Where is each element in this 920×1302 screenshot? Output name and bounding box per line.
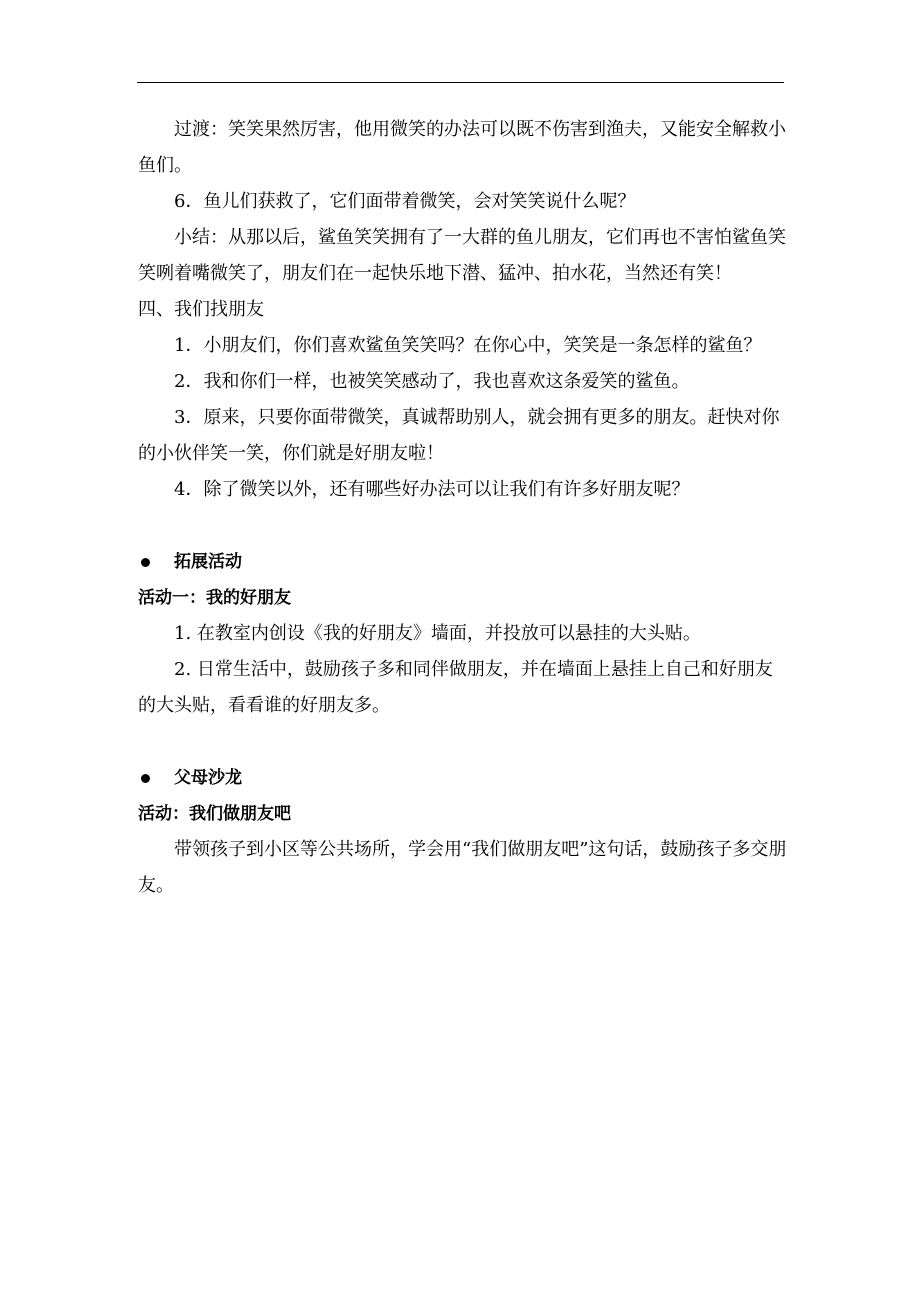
list-item-2: 2．我和你们一样，也被笑笑感动了，我也喜欢这条爱笑的鲨鱼。 (174, 371, 690, 392)
parents-heading-text: 父母沙龙 (174, 768, 242, 788)
blank-line (138, 508, 788, 544)
list-item-1: 1．小朋友们，你们喜欢鲨鱼笑笑吗？在你心中，笑笑是一条怎样的鲨鱼？ (174, 335, 762, 356)
document-body (138, 112, 788, 904)
header-rule (137, 82, 784, 83)
bullet-icon (141, 774, 150, 783)
parents-body: 带领孩子到小区等公共场所，学会用“我们做朋友吧”这句话，鼓励孩子多交朋友。 (138, 839, 787, 896)
parents-heading (138, 760, 788, 796)
extension-step-1: 1. 在教室内创设《我的好朋友》墙面，并投放可以悬挂的大头贴。 (174, 623, 701, 644)
extension-heading-text: 拓展活动 (174, 552, 242, 572)
list-item-3: 3．原来，只要你面带微笑，真诚帮助别人，就会拥有更多的朋友。赶快对你的小伙伴笑一笑，你们就是好朋友啦！ (138, 407, 780, 464)
summary-paragraph: 小结：从那以后，鲨鱼笑笑拥有了一大群的鱼儿朋友，它们再也不害怕鲨鱼笑笑咧着嘴微笑了，朋友们在一起快乐地下潜、猛冲、拍水花，当然还有笑！ (138, 227, 786, 284)
bullet-icon (141, 558, 150, 567)
parents-activity-title: 活动：我们做朋友吧 (138, 804, 291, 824)
extension-activity-title: 活动一：我的好朋友 (138, 588, 291, 608)
list-item-4: 4．除了微笑以外，还有哪些好办法可以让我们有许多好朋友呢？ (174, 479, 690, 500)
extension-step-2: 2. 日常生活中，鼓励孩子多和同伴做朋友，并在墙面上悬挂上自己和好朋友的大头贴，看看谁的好朋友多。 (138, 659, 773, 716)
question-6: 6．鱼儿们获救了，它们面带着微笑，会对笑笑说什么呢？ (174, 191, 636, 212)
extension-heading (138, 544, 788, 580)
blank-line (138, 724, 788, 760)
section-4-title: 四、我们找朋友 (138, 299, 264, 320)
transition-paragraph: 过渡：笑笑果然厉害，他用微笑的办法可以既不伤害到渔夫，又能安全解救小鱼们。 (138, 119, 786, 176)
